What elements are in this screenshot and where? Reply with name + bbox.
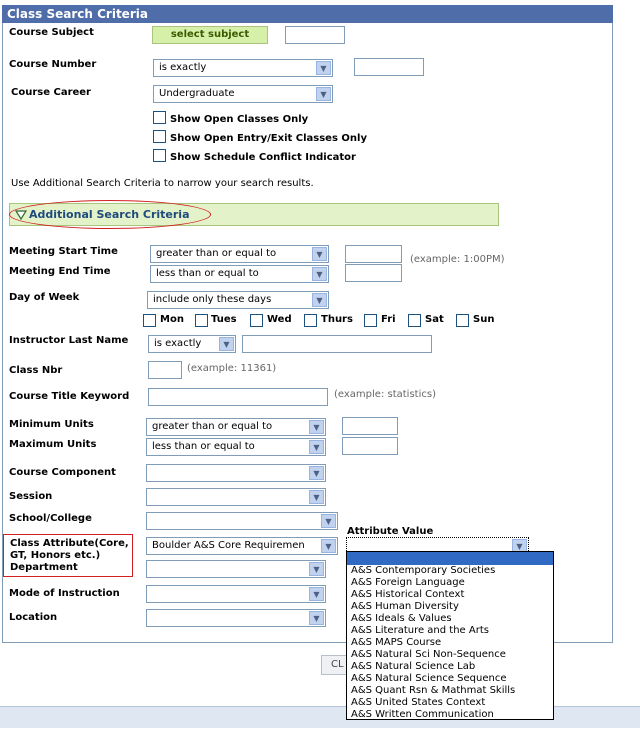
day-wed-checkbox[interactable] — [250, 314, 263, 327]
chevron-down-icon: ▼ — [316, 61, 331, 75]
class-nbr-input[interactable] — [148, 361, 182, 379]
max-units-operator-value: less than or equal to — [152, 441, 255, 452]
additional-criteria-note: Use Additional Search Criteria to narrow your search results. — [11, 178, 314, 189]
list-item[interactable]: A&S Natural Sci Non-Sequence — [351, 649, 506, 660]
course-subject-label: Course Subject — [9, 27, 94, 38]
schedule-conflict-checkbox[interactable] — [153, 149, 166, 162]
list-item[interactable]: A&S Historical Context — [351, 589, 465, 600]
chevron-down-icon: ▼ — [312, 247, 327, 261]
min-units-label: Minimum Units — [9, 419, 94, 430]
instructor-operator-select[interactable] — [148, 335, 236, 353]
day-sat-label: Sat — [425, 314, 444, 325]
day-wed-label: Wed — [267, 314, 292, 325]
instructor-operator-value: is exactly — [154, 338, 202, 349]
list-item[interactable]: A&S United States Context — [351, 697, 486, 708]
chevron-down-icon: ▼ — [309, 466, 324, 480]
chevron-down-icon: ▼ — [309, 562, 324, 576]
school-college-label: School/College — [9, 513, 92, 524]
list-item[interactable]: A&S Contemporary Societies — [351, 565, 496, 576]
day-sun-label: Sun — [473, 314, 495, 325]
day-mon-label: Mon — [160, 314, 184, 325]
meeting-end-operator-select[interactable] — [150, 265, 329, 283]
day-fri-checkbox[interactable] — [364, 314, 377, 327]
chevron-down-icon: ▼ — [316, 87, 331, 101]
meeting-start-operator-select[interactable] — [150, 245, 329, 263]
highlight-oval — [9, 200, 211, 229]
course-career-value: Undergraduate — [159, 88, 235, 99]
chevron-down-icon: ▼ — [309, 440, 324, 454]
open-classes-checkbox[interactable] — [153, 111, 166, 124]
meeting-start-input[interactable] — [345, 245, 402, 263]
instructor-input[interactable] — [242, 335, 432, 353]
chevron-down-icon: ▼ — [309, 490, 324, 504]
class-nbr-label: Class Nbr — [9, 365, 63, 376]
chevron-down-icon: ▼ — [219, 337, 234, 351]
list-item[interactable]: A&S Written Communication — [351, 709, 494, 720]
course-number-label: Course Number — [9, 59, 97, 70]
day-of-week-operator-value: include only these days — [153, 294, 272, 305]
course-career-label: Course Career — [11, 87, 91, 98]
chevron-down-icon: ▼ — [309, 587, 324, 601]
day-tues-label: Tues — [211, 314, 237, 325]
list-item[interactable]: A&S Literature and the Arts — [351, 625, 489, 636]
select-subject-button[interactable]: select subject — [152, 26, 268, 44]
list-item[interactable]: A&S MAPS Course — [351, 637, 442, 648]
location-select[interactable] — [146, 609, 326, 627]
list-item[interactable]: A&S Natural Science Sequence — [351, 673, 507, 684]
list-item[interactable]: A&S Natural Science Lab — [351, 661, 476, 672]
chevron-down-icon: ▼ — [309, 611, 324, 625]
day-thurs-label: Thurs — [321, 314, 353, 325]
day-mon-checkbox[interactable] — [143, 314, 156, 327]
chevron-down-icon: ▼ — [512, 539, 527, 553]
max-units-operator-select[interactable] — [146, 438, 326, 456]
list-item[interactable]: A&S Human Diversity — [351, 601, 459, 612]
list-item[interactable]: A&S Quant Rsn & Mathmat Skills — [351, 685, 516, 696]
mode-select[interactable] — [146, 585, 326, 603]
min-units-operator-value: greater than or equal to — [152, 421, 273, 432]
meeting-end-input[interactable] — [345, 264, 402, 282]
class-attribute-value: Boulder A&S Core Requiremen — [152, 540, 305, 551]
title-keyword-example: (example: statistics) — [334, 389, 436, 400]
max-units-input[interactable] — [342, 437, 398, 455]
chevron-down-icon: ▼ — [312, 267, 327, 281]
day-fri-label: Fri — [381, 314, 396, 325]
list-item[interactable]: A&S Foreign Language — [351, 577, 465, 588]
schedule-conflict-label: Show Schedule Conflict Indicator — [170, 152, 356, 163]
meeting-end-operator-value: less than or equal to — [156, 268, 259, 279]
instructor-label: Instructor Last Name — [9, 335, 129, 346]
day-thurs-checkbox[interactable] — [304, 314, 317, 327]
list-item[interactable]: A&S Ideals & Values — [351, 613, 452, 624]
mode-label: Mode of Instruction — [9, 588, 120, 599]
clear-button[interactable]: CL — [321, 655, 351, 675]
meeting-start-example: (example: 1:00PM) — [410, 254, 505, 265]
course-number-operator-value: is exactly — [159, 62, 207, 73]
attribute-value-dropdown[interactable] — [346, 551, 554, 720]
title-keyword-input[interactable] — [148, 388, 328, 406]
class-attribute-select[interactable] — [146, 537, 338, 555]
max-units-label: Maximum Units — [9, 439, 97, 450]
day-tues-checkbox[interactable] — [195, 314, 208, 327]
class-attribute-label: Class Attribute(Core, GT, Honors etc.) — [10, 538, 129, 561]
open-classes-label: Show Open Classes Only — [170, 114, 309, 125]
course-career-select[interactable] — [153, 85, 333, 103]
session-label: Session — [9, 491, 53, 502]
day-of-week-label: Day of Week — [9, 292, 80, 303]
department-select[interactable] — [146, 560, 326, 578]
meeting-start-operator-value: greater than or equal to — [156, 248, 277, 259]
course-component-label: Course Component — [9, 467, 116, 478]
meeting-start-label: Meeting Start Time — [9, 246, 118, 257]
dropdown-selected-blank[interactable] — [347, 552, 553, 565]
class-nbr-example: (example: 11361) — [187, 363, 277, 374]
course-number-operator-select[interactable] — [153, 59, 333, 77]
chevron-down-icon: ▼ — [312, 293, 327, 307]
course-subject-input[interactable] — [285, 26, 345, 44]
chevron-down-icon: ▼ — [321, 539, 336, 553]
open-entry-exit-label: Show Open Entry/Exit Classes Only — [170, 133, 367, 144]
additional-criteria-link[interactable]: Additional Search Criteria — [29, 208, 190, 221]
open-entry-exit-checkbox[interactable] — [153, 130, 166, 143]
title-keyword-label: Course Title Keyword — [9, 391, 130, 402]
panel-title: Class Search Criteria — [2, 5, 613, 23]
day-sun-checkbox[interactable] — [456, 314, 469, 327]
meeting-end-label: Meeting End Time — [9, 266, 111, 277]
course-component-select[interactable] — [146, 464, 326, 482]
attribute-value-label: Attribute Value — [347, 526, 434, 537]
department-label: Department — [10, 562, 78, 573]
min-units-operator-select[interactable] — [146, 418, 326, 436]
course-number-input[interactable] — [354, 58, 424, 76]
min-units-input[interactable] — [342, 417, 398, 435]
day-of-week-operator-select[interactable] — [147, 291, 329, 309]
day-sat-checkbox[interactable] — [408, 314, 421, 327]
chevron-down-icon: ▼ — [309, 420, 324, 434]
session-select[interactable] — [146, 488, 326, 506]
school-college-select[interactable] — [146, 512, 338, 530]
chevron-down-icon: ▼ — [321, 514, 336, 528]
location-label: Location — [9, 612, 58, 623]
